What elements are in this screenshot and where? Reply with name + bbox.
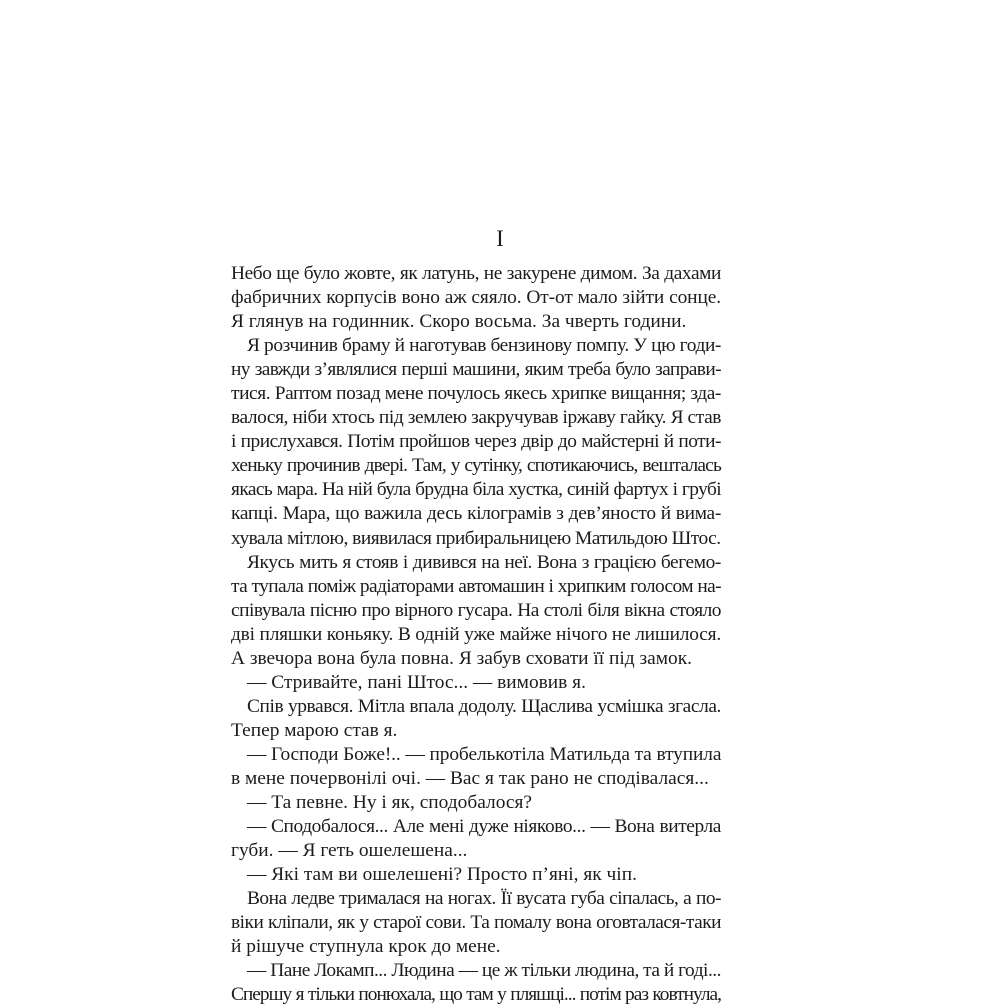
text-line: віки кліпали, як у старої сови. Та помалу вона оговталася-таки xyxy=(231,912,721,934)
text-line: в мене почервонілі очі. — Вас я так рано не сподівалася... xyxy=(231,767,709,789)
text-line: дві пляшки коньяку. В одній уже майже нічого не лишилося. xyxy=(231,623,721,645)
text-line: — Господи Боже!.. — пробелькотіла Матильда та втупила xyxy=(247,743,722,765)
text-line: Я розчинив браму й наготував бензинову помпу. У цю годи- xyxy=(247,335,721,357)
text-line: Спершу я тільки понюхала, що там у пляшці... потім раз ковтнула, xyxy=(231,984,721,1006)
text-line: капці. Мара, що важила десь кілограмів з дев’яносто й вима- xyxy=(231,503,721,525)
text-line: губи. — Я геть ошелешена... xyxy=(231,840,468,862)
text-line: Спів урвався. Мітла впала додолу. Щаслива усмішка згасла. xyxy=(247,695,721,717)
text-line: хеньку прочинив двері. Там, у сутінку, спотикаючись, вешталась xyxy=(231,455,721,477)
text-line: валося, ніби хтось під землею закручував іржаву гайку. Я став xyxy=(231,407,722,429)
text-line: Якусь мить я стояв і дивився на неї. Вона з грацією бегемо- xyxy=(247,551,721,573)
text-line: ну завжди з’являлися перші машини, яким треба було заправи- xyxy=(231,359,721,381)
text-line: якась мара. На ній була брудна біла хустка, синій фартух і грубі xyxy=(231,479,721,501)
text-line: Я глянув на годинник. Скоро восьма. За чверть години. xyxy=(231,311,687,333)
text-line: Вона ледве трималася на ногах. Її вусата губа сіпалась, а по- xyxy=(247,888,721,910)
text-line: Тепер марою став я. xyxy=(231,719,398,741)
text-line: хувала мітлою, виявилася прибиральницею Матильдою Штос. xyxy=(231,527,721,549)
text-line: співувала пісню про вірного гусара. На столі біля вікна стояло xyxy=(231,599,721,621)
text-line: й рішуче ступнула крок до мене. xyxy=(231,936,501,958)
text-line: фабричних корпусів воно аж сяяло. От-от мало зійти сонце. xyxy=(231,287,721,309)
text-line: — Пане Локамп... Людина — це ж тільки людина, та й годі... xyxy=(247,960,721,982)
text-line: тися. Раптом позад мене почулось якесь хрипке вищання; зда- xyxy=(231,383,721,405)
text-line: А звечора вона була повна. Я забув сховати її під замок. xyxy=(231,647,693,669)
text-line: і прислухався. Потім пройшов через двір до майстерні й поти- xyxy=(231,431,721,453)
text-line: — Сподобалося... Але мені дуже ніяково... — Вона витерла xyxy=(247,816,721,838)
text-line: — Які там ви ошелешені? Просто п’яні, як чіп. xyxy=(247,864,637,886)
text-line: Небо ще було жовте, як латунь, не закурене димом. За дахами xyxy=(231,263,721,284)
text-line: та тупала поміж радіаторами автомашин і хрипким голосом на- xyxy=(231,575,721,597)
text-line: — Та певне. Ну і як, сподобалося? xyxy=(247,792,532,814)
body-text xyxy=(231,262,721,1007)
text-line: — Стривайте, пані Штос... — вимовив я. xyxy=(247,671,586,693)
chapter-number: I xyxy=(496,226,504,251)
